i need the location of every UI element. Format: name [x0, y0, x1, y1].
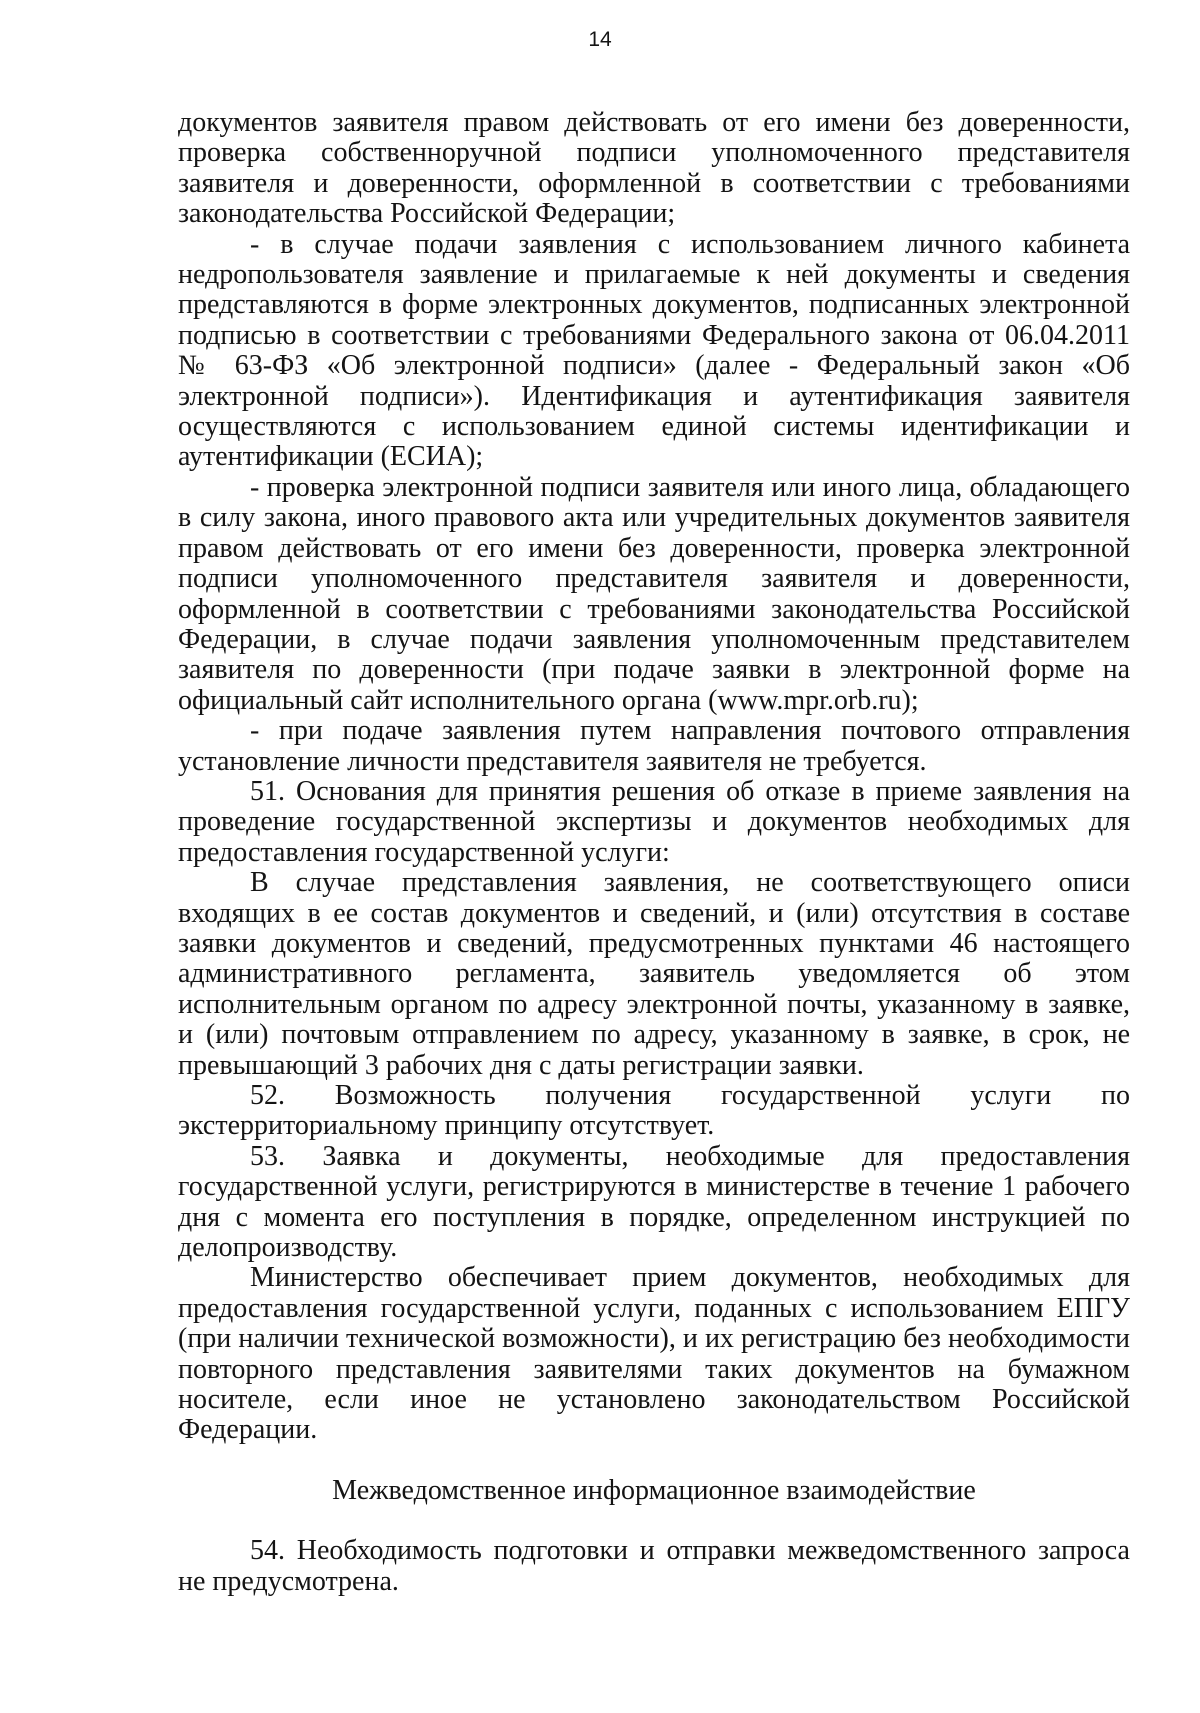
paragraph-item-53: 53. Заявка и документы, необходимые для предоставления государственной услуги, регистрируются в министерстве в течение 1 рабочего дня с момента его поступления в порядке, определенном инструкцией по делопроизводству.	[178, 1140, 1130, 1264]
paragraph-signature-verification: - проверка электронной подписи заявителя или иного лица, обладающего в силу закона, иного правового акта или учредительных документов заявителя правом действовать от его имени без доверенности, проверка электронной подписи уполномоченного представителя заявителя и доверенности, оформленной в соответствии с требованиями законодательства Российской Федерации, в случае подачи заявления уполномоченным представителем заявителя по доверенности (при подаче заявки в электронной форме на официальный сайт исполнительного органа (www.mpr.orb.ru);	[178, 471, 1130, 716]
paragraph-item-51-detail: В случае представления заявления, не соответствующего описи входящих в ее состав документов и сведений, и (или) отсутствия в составе заявки документов и сведений, предусмотренных пунктами 46 настоящего административного регламента, заявитель уведомляется об этом исполнительным органом по адресу электронной почты, указанному в заявке, и (или) почтовым отправлением по адресу, указанному в заявке, в срок, не превышающий 3 рабочих дня с даты регистрации заявки.	[178, 867, 1130, 1081]
paragraph-continuation: документов заявителя правом действовать от его имени без доверенности, проверка собственноручной подписи уполномоченного представителя заявителя и доверенности, оформленной в соответствии с требованиями законодательства Российской Федерации;	[178, 107, 1130, 230]
paragraph-ministry-epgu: Министерство обеспечивает прием документов, необходимых для предоставления государственной услуги, поданных с использованием ЕПГУ (при наличии технической возможности), и их регистрацию без необходимости повторного представления заявителями таких документов на бумажном носителе, если иное не установлено законодательством Российской Федерации.	[178, 1262, 1130, 1446]
paragraph-personal-account-submission: - в случае подачи заявления с использованием личного кабинета недропользователя заявление и прилагаемые к ней документы и сведения представляются в форме электронных документов, подписанных электронной подписью в соответствии с требованиями Федерального закона от 06.04.2011 № 63-ФЗ «Об электронной подписи» (далее - Федеральный закон «Об электронной подписи»). Идентификация и аутентификация заявителя осуществляются с использованием единой системы идентификации и аутентификации (ЕСИА);	[178, 228, 1130, 473]
paragraph-item-52: 52. Возможность получения государственной услуги по экстерриториальному принципу отсутствует.	[178, 1080, 1130, 1142]
section-heading: Межведомственное информационное взаимодействие	[332, 1474, 976, 1506]
body-text	[178, 108, 1130, 1597]
page-number: 14	[588, 28, 612, 51]
paragraph-postal-submission: - при подаче заявления путем направления почтового отправления установление личности представителя заявителя не требуется.	[178, 715, 1130, 777]
paragraph-item-51: 51. Основания для принятия решения об отказе в приеме заявления на проведение государственной экспертизы и документов необходимых для предоставления государственной услуги:	[178, 775, 1130, 868]
paragraph-item-54: 54. Необходимость подготовки и отправки межведомственного запроса не предусмотрена.	[178, 1535, 1130, 1597]
